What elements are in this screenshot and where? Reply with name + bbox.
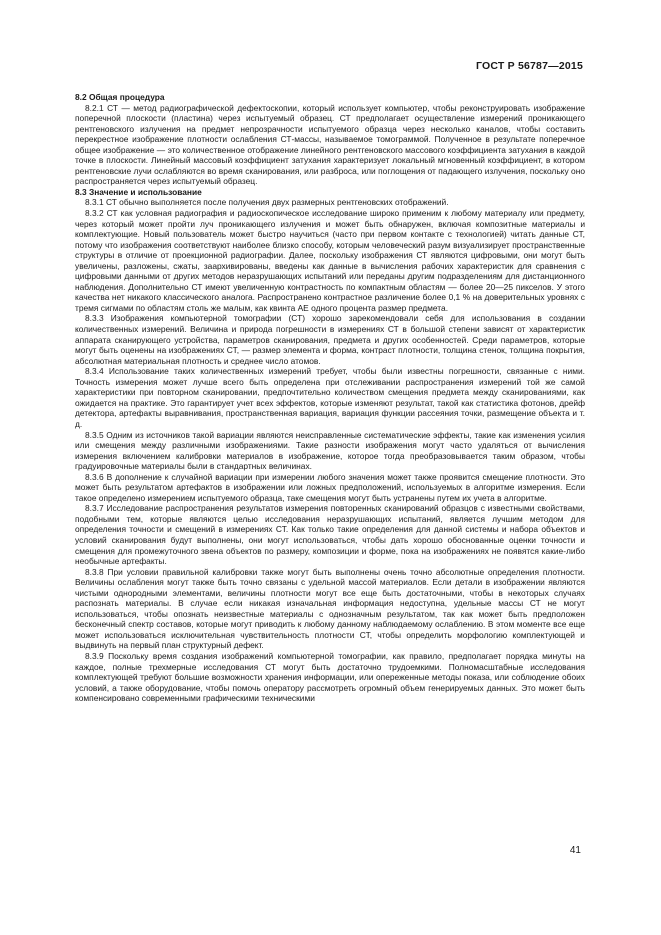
section-heading: 8.3 Значение и использование (75, 186, 202, 197)
paragraph-8-3-9: 8.3.9 Поскольку время создания изображений компьютерной томографии, как правило, предполагает порядка минуты на каждое, полные трехмерные исследования СТ могут быть достаточно трудоемкими. Полномасштабные исследования комплектующей требуют большие возможности хранения информации, или опереженные методы показа, или соблюдение обоих условий, а также оборудование, чтобы помочь оператору рассмотреть огромный объем генерируемых данных. Это может быть компенсировано современными графическими техническими (75, 650, 585, 704)
document-standard-number: ГОСТ Р 56787—2015 (475, 60, 583, 72)
paragraph-8-3-8: 8.3.8 При условии правильной калибровки также могут быть выполнены очень точно абсолютные определения плотности. Величины ослабления могут также быть точно связаны с удельной массой материалов. Если детали в изображении являются чистыми однородными элементами, величины плотности могут все еще быть достаточными, чтобы в некоторых случаях распознать материалы. В случае если никакая изначальная информация недоступна, удельные массы СТ не могут использоваться, чтобы опознать неизвестные материалы с однозначным результатом, так как может быть предположен бесконечный спектр составов, которые могут приводить к любому данному наблюдаемому ослаблению. В этом моменте все еще может использоваться исключительная чувствительность плотности СТ, чтобы определить морфологию комплектующей и выдвинуть на первый план структурный дефект. (75, 566, 585, 651)
document-body (75, 92, 585, 704)
section-heading: 8.2 Общая процедура (75, 92, 165, 102)
paragraph-8-3-5: 8.3.5 Одним из источников такой вариации являются неисправленные систематические эффекты, такие как изменения усилия или смещения между различными изображениями. Такие разности изображения могут часто удаляться от вычисления измерения включением калибровки материалов в изображение, которое тогда преобразовывается таким образом, чтобы градуировочные материалы были в стандартных величинах. (75, 429, 585, 472)
paragraph-8-3-6: 8.3.6 В дополнение к случайной вариации при измерении любого значения может также проявится смещение плотности. Это может быть результатом артефактов в изображении или ложных предположений, используемых в алгоритме измерения. Если такое определено измерением испытуемого образца, таке смещения могут быть устранены путем их учета в алгоритме. (75, 471, 585, 503)
paragraph-8-3-7: 8.3.7 Исследование распространения результатов измерения повторенных сканирований образцов с известными свойствами, подобными тем, которые являются целью исследования неразрушающих испытаний, является лучшим методом для определения точности и смещений в измерениях СТ. Как только такие определения для данной системы и набора объектов и условий сканирования будут выполнены, они могут использоваться, чтобы дать хорошо обоснованные оценки точности и смещения для промежуточного звена объектов по размеру, композиции и форме, пока на изображениях не появятся какие-либо необычные артефакты. (75, 503, 585, 567)
section-8-2 (75, 92, 585, 187)
paragraph-8-3-3: 8.3.3 Изображения компьютерной томографии (СТ) хорошо зарекомендовали себя для использования в создании количественных измерений. Величина и природа погрешности в измерениях СТ в большой степени зависят от характеристик аппарата сканирующего устройства, параметров сканирования, предмета и других особенностей. Среди параметров, которые могут быть оценены на изображениях СТ, — размер элемента и форма, контраст плотности, толщина стенок, толщина покрытия, абсолютная материальная плотность и среднее число атомов. (75, 313, 585, 366)
section-8-3 (75, 187, 585, 704)
paragraph-8-3-4: 8.3.4 Использование таких количественных измерений требует, чтобы были известны погрешности, связанные с ними. Точность измерения может лучше всего быть определена при отслеживании распространения измерений той же самой характеристики при повторном сканировании, предпочтительно количеством смещения предмета между сканированиями, как ожидается на практике. Это гарантирует учет всех эффектов, которые изменяют результат, такой как статистика фотонов, дрейф детектора, артефакты выравнивания, пространственная вариация, вариация функции рассеяния точки, размещение объекта и т. д. (75, 366, 585, 429)
paragraph-8-3-2: 8.3.2 СТ как условная радиография и радиоскопическое исследование широко применим к любому материалу или предмету, через который может пройти луч проникающего излучения и может быть обнаружен, включая композитные материалы и комплектующие. Новый пользователь может быстро научиться (часто при первом контакте с технологией) читать данные СТ, потому что изображения соответствуют наиболее близко способу, которым человеческий разум визуализирует пространственные структуры в отличие от проекционной радиографии. Далее, поскольку изображения СТ являются цифровыми, они могут быть увеличены, разложены, сжаты, заархивированы, введены как данные в вычисления рабочих характеристик для сравнения с цифровыми данными от других методов неразрушающих испытаний или переданы другим подразделениям для дистанционного наблюдения. Дополнительно СТ имеют увеличенную контрастность по компактным областям — более 20—25 пикселов. У этого качества нет никакого классического аналога. Распространено контрастное различение более 0,1 % на доверительных уровнях с тремя сигмами по областям столь же малым, как квинта АЕ одного процента размер предмета. (75, 208, 585, 313)
page-number: 41 (569, 845, 581, 856)
paragraph-8-3-1: 8.3.1 СТ обычно выполняется после получения двух размерных рентгеновских отображений. (85, 197, 449, 208)
paragraph-8-2-1: 8.2.1 СТ — метод радиографической дефектоскопии, который использует компьютер, чтобы реконструировать изображение поперечной плоскости (пластина) через испытуемый образец. СТ предполагает осуществление измерений проникающего рентгеновского излучения на предмет непрозрачности испытуемого образца через несколько каналов, чтобы составить перекрестное изображение плотности ослабления СТ-массы, называемое томограммой. Полученное в результате поперечное общее изображение — это количественное отображение линейного рентгеновского массового коэффициента затухания в каждой точке в плоскости. Линейный массовый коэффициент затухания характеризует локальный мгновенный коэффициент, в котором рентгеновские лучи ослабляются во время сканирования, или разброса, или поглощения от падающего излучения, поскольку оно распространяется через испытуемый образец. (75, 102, 585, 187)
